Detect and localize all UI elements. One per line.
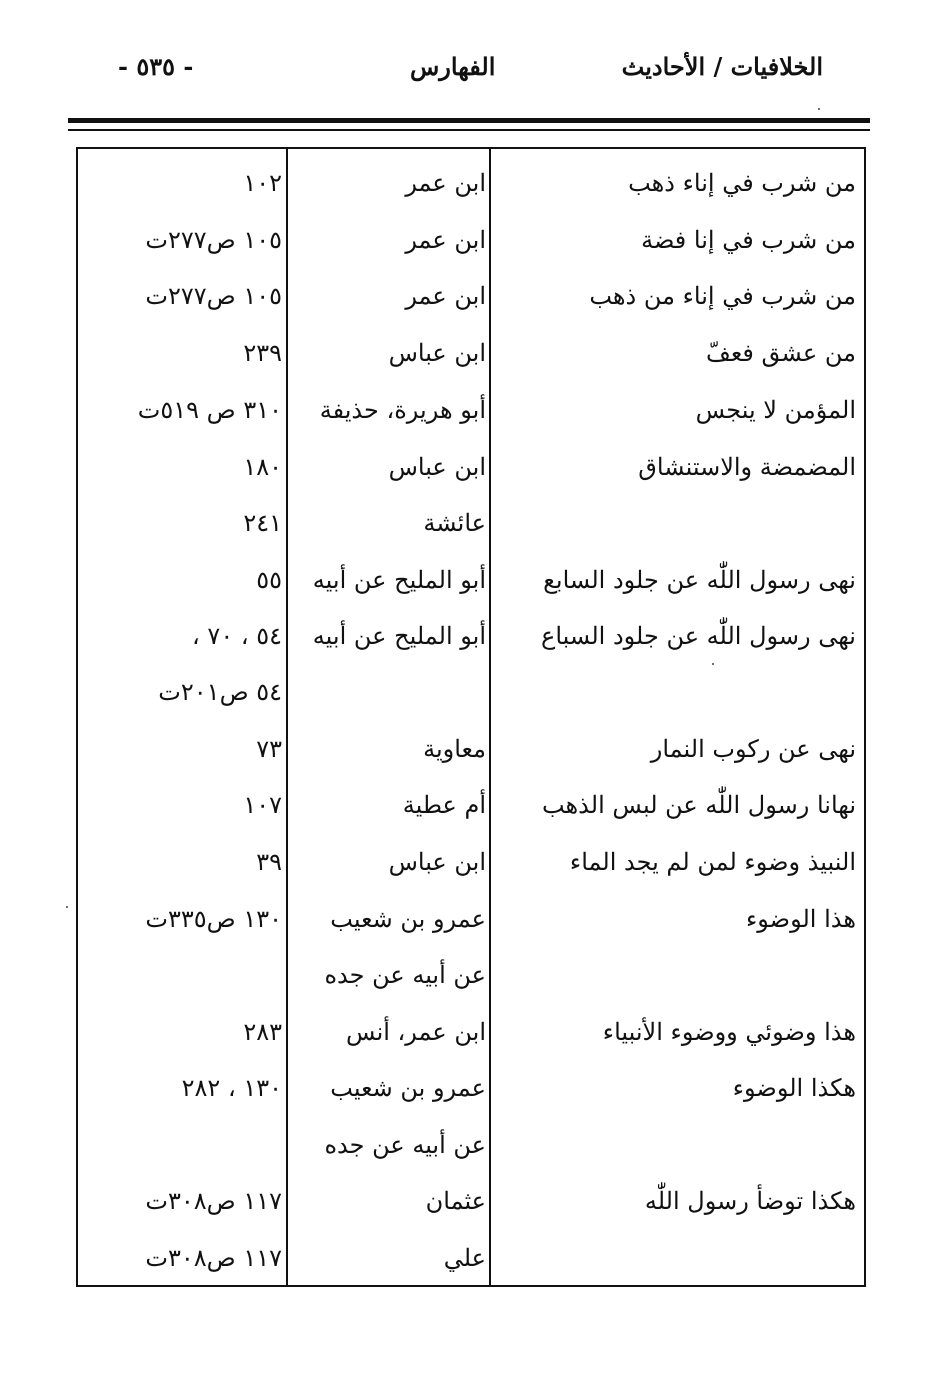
table-row: [78, 324, 864, 382]
narrator-text: ابن عباس: [388, 339, 486, 367]
header-rule-thick: [68, 118, 870, 123]
hadith-text: [506, 1116, 856, 1174]
table-row: [78, 211, 864, 269]
narrator-text: ابن عباس: [388, 453, 486, 481]
scan-speck: [818, 108, 820, 110]
page-reference: [82, 1116, 282, 1174]
hadith-text: [506, 946, 856, 1004]
hadith-text: نهى رسول اللّٰه عن جلود السباع: [541, 622, 856, 650]
narrator-text: عثمان: [425, 1187, 486, 1215]
narrator-text: عن أبيه عن جده: [324, 1131, 486, 1159]
hadith-text: من عشق فعفّ: [705, 339, 856, 367]
page-number: - ٥٣٥ -: [118, 52, 194, 81]
page-reference: ١٠٢: [243, 169, 282, 197]
table-row: [78, 381, 864, 439]
table-row: [78, 1059, 864, 1117]
page-reference: ٥٤ ، ٧٠ ،: [192, 622, 282, 650]
narrator-text: ابن عباس: [388, 848, 486, 876]
table-row: [78, 1003, 864, 1061]
header-rule-thin: [68, 129, 870, 131]
table-row: [78, 946, 864, 1004]
narrator-text: عمرو بن شعيب: [330, 905, 486, 933]
narrator-text: عمرو بن شعيب: [330, 1074, 486, 1102]
table-row: [78, 1116, 864, 1174]
hadith-text: من شرب في إناء ذهب: [628, 169, 856, 197]
hadith-text: [506, 494, 856, 552]
index-title: الفهارس: [410, 52, 496, 81]
table-row: [78, 720, 864, 778]
hadith-text: المؤمن لا ينجس: [695, 396, 856, 424]
hadith-text: نهى عن ركوب النمار: [650, 735, 856, 763]
scan-speck: [66, 906, 68, 908]
table-row: [78, 890, 864, 948]
hadith-text: [506, 663, 856, 721]
narrator-text: ابن عمر: [405, 169, 486, 197]
hadith-text: نهى رسول اللّٰه عن جلود السابع: [543, 566, 856, 594]
hadith-text: من شرب في إنا فضة: [641, 226, 856, 254]
table-row: [78, 776, 864, 834]
hadith-text: [506, 1229, 856, 1287]
page-reference: ٢٣٩: [243, 339, 282, 367]
narrator-text: أبو المليح عن أبيه: [312, 566, 486, 594]
table-row: [78, 1172, 864, 1230]
page-reference: ٧٣: [256, 735, 282, 763]
hadith-text: هذا الوضوء: [746, 905, 856, 933]
narrator-text: أم عطية: [402, 791, 486, 819]
narrator-text: ابن عمر: [405, 226, 486, 254]
narrator-text: ابن عمر: [405, 282, 486, 310]
page-reference: ٢٤١: [243, 509, 282, 537]
table-row: [78, 267, 864, 325]
narrator-text: أبو هريرة، حذيفة: [319, 396, 486, 424]
narrator-text: عن أبيه عن جده: [324, 961, 486, 989]
page-reference: ٢٨٣: [243, 1018, 282, 1046]
hadith-text: هكذا الوضوء: [732, 1074, 856, 1102]
narrator-text: ابن عمر، أنس: [345, 1018, 486, 1046]
page-reference: ١٠٧: [243, 791, 282, 819]
hadith-text: من شرب في إناء من ذهب: [589, 282, 856, 310]
scan-speck: [712, 663, 714, 665]
page-reference: ٣٩: [256, 848, 282, 876]
table-row: [78, 663, 864, 721]
table-row: [78, 1229, 864, 1287]
page-reference: ٥٥: [256, 566, 282, 594]
table-row: [78, 438, 864, 496]
hadith-text: المضمضة والاستنشاق: [638, 453, 856, 481]
page-reference: [82, 946, 282, 1004]
narrator-text: علي: [443, 1244, 486, 1272]
hadith-text: النبيذ وضوء لمن لم يجد الماء: [569, 848, 856, 876]
page-reference: ١٣٠ ، ٢٨٢: [181, 1074, 282, 1102]
narrator-text: عائشة: [423, 509, 486, 537]
table-row: [78, 607, 864, 665]
page-reference: ١١٧ ص٣٠٨ت: [145, 1187, 282, 1215]
page-reference: ٥٤ ص٢٠١ت: [158, 678, 282, 706]
table-row: [78, 551, 864, 609]
page-reference: ١١٧ ص٣٠٨ت: [145, 1244, 282, 1272]
page-reference: ١٠٥ ص٢٧٧ت: [145, 282, 282, 310]
section-title: الخلافيات / الأحاديث: [621, 52, 823, 81]
narrator-text: معاوية: [423, 735, 486, 763]
table-row: [78, 154, 864, 212]
page-reference: ١٣٠ ص٣٣٥ت: [145, 905, 282, 933]
page-reference: ١٨٠: [243, 453, 282, 481]
hadith-text: هذا وضوئي ووضوء الأنبياء: [602, 1018, 856, 1046]
narrator-text: أبو المليح عن أبيه: [312, 622, 486, 650]
hadith-index-table: [76, 147, 866, 1287]
hadith-text: نهانا رسول اللّٰه عن لبس الذهب: [541, 791, 856, 819]
page-reference: ١٠٥ ص٢٧٧ت: [145, 226, 282, 254]
narrator-text: [290, 663, 486, 721]
table-row: [78, 494, 864, 552]
table-row: [78, 833, 864, 891]
hadith-text: هكذا توضأ رسول اللّٰه: [644, 1187, 856, 1215]
page-reference: ٣١٠ ص ٥١٩ت: [137, 396, 282, 424]
